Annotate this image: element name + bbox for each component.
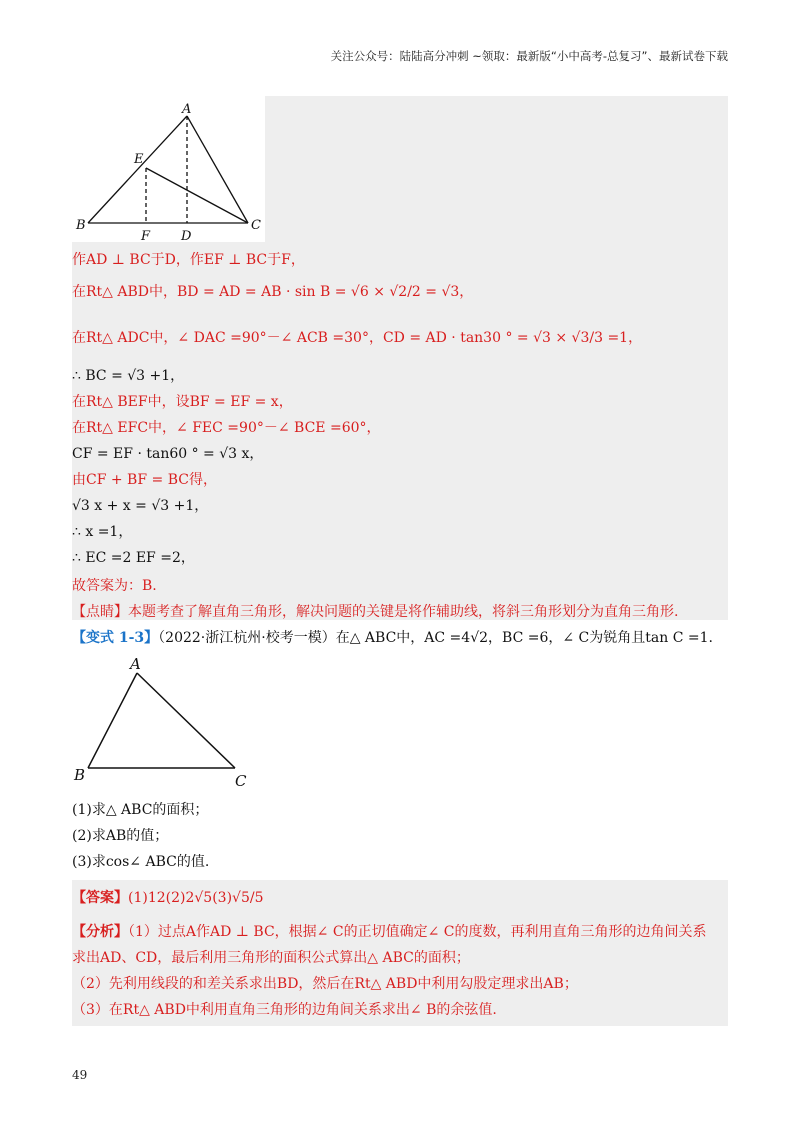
solution-line-5: 在Rt△ BEF中，设BF = EF = x， xyxy=(72,394,293,410)
label-a: A xyxy=(182,102,192,117)
analysis-line-3: （2）先利用线段的和差关系求出BD，然后在Rt△ ABD中利用勾股定理求出AB； xyxy=(72,976,578,992)
label-c: C xyxy=(251,218,261,233)
page-number: 49 xyxy=(72,1068,88,1082)
answer-text: (1)12(2)2√5(3)√5/5 xyxy=(128,890,264,906)
solution-comment: 【点睛】本题考查了解直角三角形，解决问题的关键是将作辅助线，将斜三角形划分为直角三角形. xyxy=(72,604,679,620)
solution-line-3: 在Rt△ ADC中，∠ DAC =90°－∠ ACB =30°，CD = AD · tan30 ° = √3 × √3/3 =1， xyxy=(72,330,643,346)
analysis-tag: 【分析】 xyxy=(72,924,128,940)
label-f: F xyxy=(141,229,151,242)
page-header: 关注公众号：陆陆高分冲刺 ~领取：最新版“小中高考-总复习”、最新试卷下载 xyxy=(330,49,728,63)
figure-triangle-abc xyxy=(72,654,262,790)
segment-ac-2 xyxy=(137,673,235,768)
label-b: B xyxy=(76,218,86,233)
solution-line-10: ∴ x =1， xyxy=(72,524,133,540)
problem-text: （2022·浙江杭州·校考一模）在△ ABC中，AC =4√2，BC =6，∠ C为锐角且tan C =1. xyxy=(158,630,713,646)
question-1: (1)求△ ABC的面积； xyxy=(72,802,209,818)
label-a-2: A xyxy=(130,655,141,673)
figure-triangle-abc-with-altitudes xyxy=(72,96,268,242)
analysis-line-2: 求出AD、CD，最后利用三角形的面积公式算出△ ABC的面积； xyxy=(72,950,470,966)
problem-tag: 【变式 1-3】 xyxy=(72,630,159,646)
question-3: (3)求cos∠ ABC的值. xyxy=(72,854,210,870)
segment-ba xyxy=(88,116,187,223)
label-d: D xyxy=(181,229,192,242)
solution-line-6: 在Rt△ EFC中，∠ FEC =90°－∠ BCE =60°， xyxy=(72,420,381,436)
label-c-2: C xyxy=(235,772,247,790)
label-e: E xyxy=(134,152,144,167)
solution-line-12: 故答案为：B. xyxy=(72,578,157,594)
question-2: (2)求AB的值； xyxy=(72,828,169,844)
solution-shade-top xyxy=(265,96,728,242)
analysis-text-1: （1）过点A作AD ⊥ BC，根据∠ C的正切值确定∠ C的度数，再利用直角三角形的边角间关系 xyxy=(128,924,707,940)
solution-line-7: CF = EF · tan60 ° = √3 x， xyxy=(72,446,264,462)
solution-line-1: 作AD ⊥ BC于D，作EF ⊥ BC于F， xyxy=(72,252,305,268)
solution-line-9: √3 x + x = √3 +1， xyxy=(72,498,209,514)
analysis-line-1 xyxy=(72,922,706,942)
answer-line xyxy=(72,888,264,908)
answer-tag: 【答案】 xyxy=(72,890,128,906)
solution-line-8: 由CF + BF = BC得， xyxy=(72,472,217,488)
problem-line xyxy=(72,628,713,648)
analysis-line-4: （3）在Rt△ ABD中利用直角三角形的边角间关系求出∠ B的余弦值. xyxy=(72,1002,497,1018)
label-b-2: B xyxy=(74,766,86,784)
solution-line-11: ∴ EC =2 EF =2， xyxy=(72,550,195,566)
solution-line-2: 在Rt△ ABD中，BD = AD = AB · sin B = √6 × √2/2 = √3， xyxy=(72,284,474,300)
segment-ba-2 xyxy=(88,673,137,768)
solution-line-4: ∴ BC = √3 +1， xyxy=(72,368,185,384)
